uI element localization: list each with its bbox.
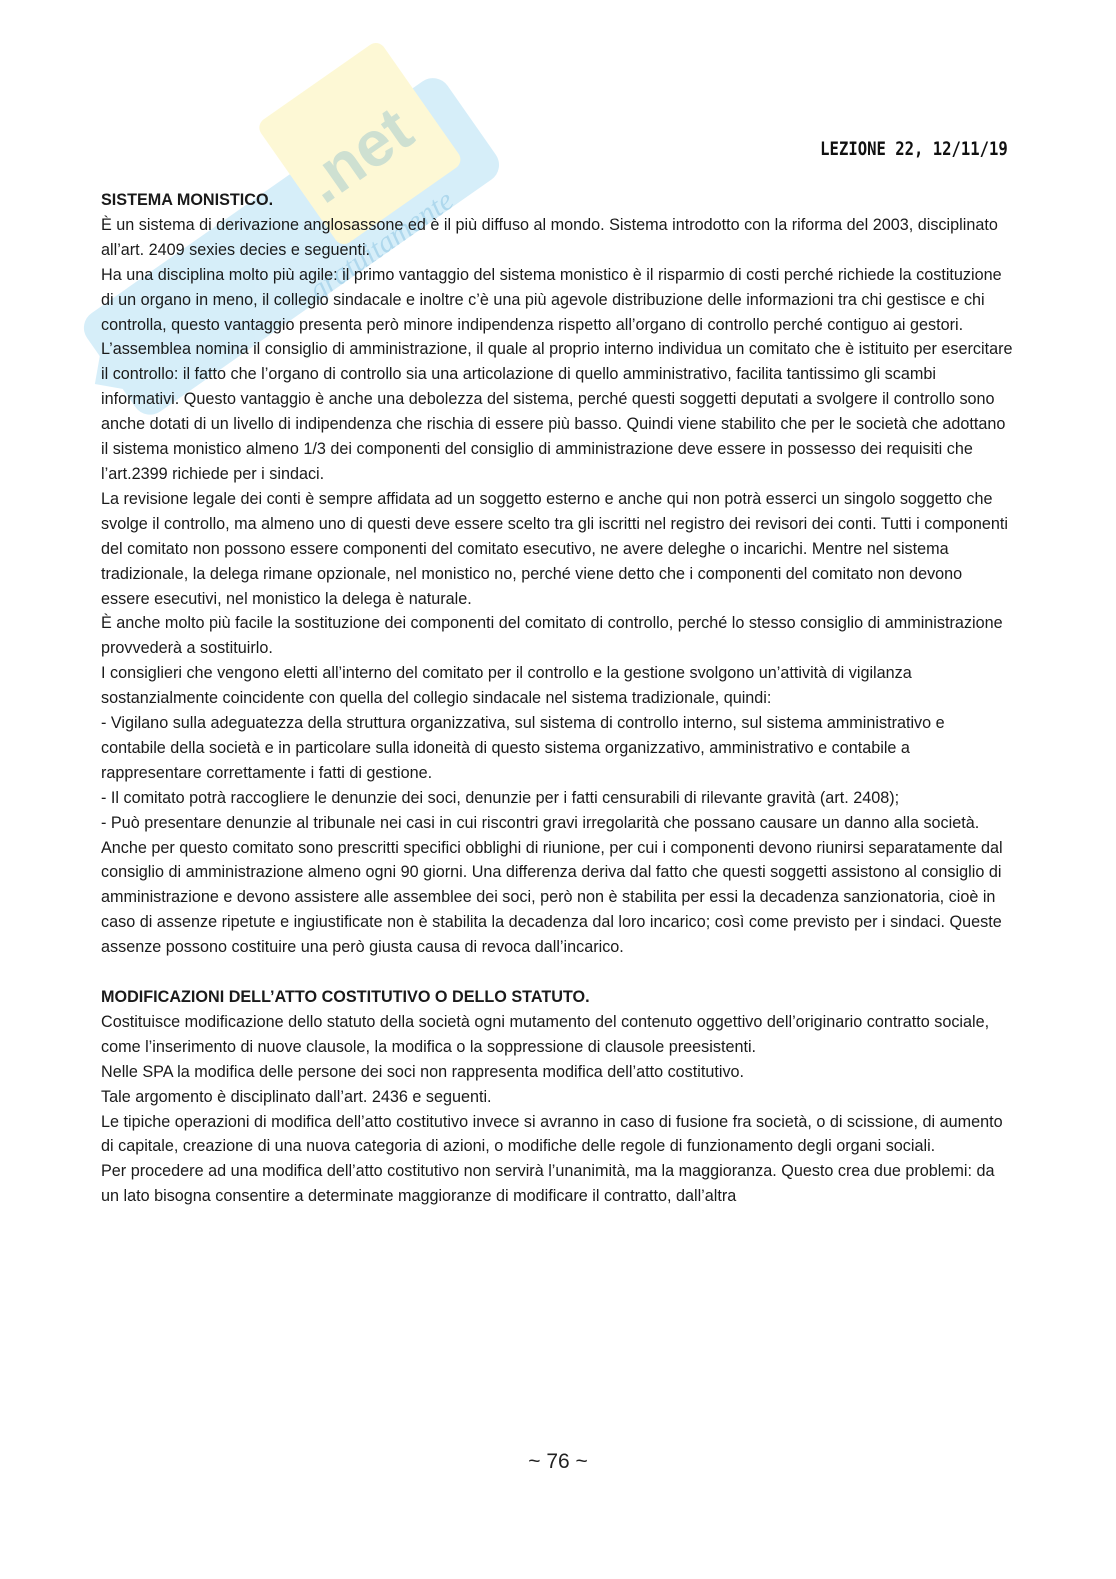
lesson-header: LEZIONE 22, 12/11/19 — [820, 138, 1008, 160]
paragraph: Per procedere ad una modifica dell’atto costitutivo non servirà l’unanimità, ma la maggioranza. Questo crea due problemi: da un lato bisogna consentire a determinate maggioranze di modificare il contratto, dall’altra — [101, 1162, 995, 1206]
paragraph: È anche molto più facile la sostituzione dei componenti del comitato di controllo, perché lo stesso consiglio di amministrazione provvederà a sostituirlo. — [101, 614, 1003, 658]
paragraph: Nelle SPA la modifica delle persone dei soci non rappresenta modifica dell’atto costitutivo. — [101, 1062, 745, 1081]
paragraph: È un sistema di derivazione anglosassone ed è il più diffuso al mondo. Sistema introdotto con la riforma del 2003, disciplinato all’art. 2409 sexies decies e seguenti. — [101, 215, 998, 259]
bullet-item: - Vigilano sulla adeguatezza della struttura organizzativa, sul sistema di controllo interno, sul sistema amministrativo e contabile della società e in particolare sulla idoneità di questo sistema organizzativo, amministrativo e contabile a rappresentare correttamente i fatti di gestione. — [101, 714, 945, 782]
paragraph: La revisione legale dei conti è sempre affidata ad un soggetto esterno e anche qui non potrà esserci un singolo soggetto che svolge il controllo, ma almeno uno di questi deve essere scelto tra gli iscritti nel registro dei revisori dei conti. Tutti i componenti del comitato non possono essere componenti del comitato esecutivo, ne avere deleghe o incarichi. Mentre nel sistema tradizionale, la delega rimane opzionale, nel monistico no, perché viene detto che i componenti del comitato non devono essere esecutivi, nel monistico la delega è naturale. — [101, 489, 1008, 608]
bullet-item: - Può presentare denunzie al tribunale nei casi in cui riscontri gravi irregolarità che possano causare un danno alla società. — [101, 813, 980, 832]
section-title: MODIFICAZIONI DELL’ATTO COSTITUTIVO O DELLO STATUTO. — [101, 987, 590, 1006]
paragraph: Costituisce modificazione dello statuto della società ogni mutamento del contenuto oggettivo dell’originario contratto sociale, come l’inserimento di nuove clausole, la modifica o la soppressione di clausole preesistenti. — [101, 1012, 990, 1056]
document-body — [101, 188, 1013, 1209]
paragraph: Anche per questo comitato sono prescritti specifici obblighi di riunione, per cui i componenti devono riunirsi separatamente dal consiglio di amministrazione almeno ogni 90 giorni. Una differenza deriva dal fatto che questi soggetti assistono al consiglio di amministrazione e devono assistere alle assemblee dei soci, però non è stabilita per essi la decadenza sanzionatoria, cioè in caso di assenze ripetute e ingiustificate non è stabilita la decadenza dal loro incarico; così come previsto per i sindaci. Queste assenze possono costituire una però giusta causa di revoca dall’incarico. — [101, 838, 1003, 957]
paragraph: Ha una disciplina molto più agile: il primo vantaggio del sistema monistico è il risparmio di costi perché richiede la costituzione di un organo in meno, il collegio sindacale e inoltre c’è una più agevole distribuzione delle informazioni tra chi gestisce e chi controlla, questo vantaggio presenta però minore indipendenza rispetto all’organo di controllo perché contiguo ai gestori. — [101, 265, 1002, 334]
paragraph: Le tipiche operazioni di modifica dell’atto costitutivo invece si avranno in caso di fusione fra società, o di scissione, di aumento di capitale, creazione di una nuova categoria di azioni, o modifiche delle regole di funzionamento degli organi sociali. — [101, 1112, 1003, 1156]
watermark-tagline: gratuitamente — [302, 183, 460, 308]
page-number: ~ 76 ~ — [528, 1450, 588, 1473]
paragraph: Tale argomento è disciplinato dall’art. 2436 e seguenti. — [101, 1087, 492, 1106]
paragraph: I consiglieri che vengono eletti all’interno del comitato per il controllo e la gestione svolgono un’attività di vigilanza sostanzialmente coincidente con quella del collegio sindacale nel sistema tradizionale, quindi: — [101, 664, 912, 708]
section-spacer — [101, 960, 1013, 985]
watermark-brand: .net — [290, 92, 426, 217]
bullet-item: - Il comitato potrà raccogliere le denunzie dei soci, denunzie per i fatti censurabili di rilevante gravità (art. 2408); — [101, 788, 900, 807]
section-title: SISTEMA MONISTICO. — [101, 191, 274, 209]
paragraph: L’assemblea nomina il consiglio di amministrazione, il quale al proprio interno individua un comitato che è istituito per esercitare il controllo: il fatto che l’organo di controllo sia una articolazione di quello amministrativo, facilita tantissimo gli scambi informativi. Questo vantaggio è anche una debolezza del sistema, perché questi soggetti deputati a svolgere il controllo sono anche dotati di un livello di indipendenza che rischia di essere più basso. Quindi viene stabilito che per le società che adottano il sistema monistico almeno 1/3 dei componenti del consiglio di amministrazione deve essere in possesso dei requisiti che l’art.2399 richiede per i sindaci. — [101, 340, 1013, 483]
